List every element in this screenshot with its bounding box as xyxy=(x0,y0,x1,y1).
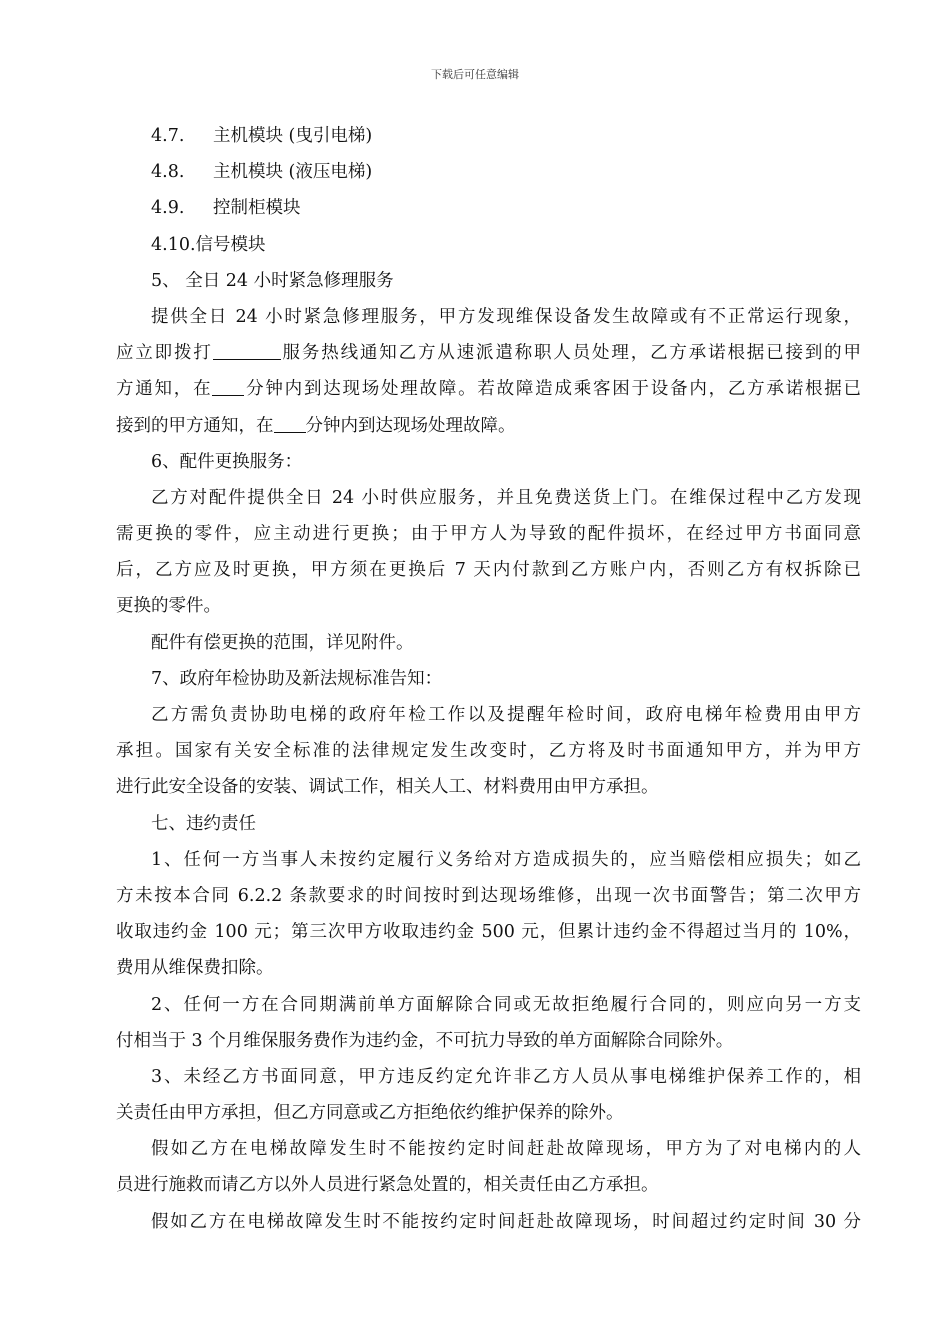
text-segment: 分钟内到达现场处理故障。 xyxy=(305,415,516,436)
list-item xyxy=(116,190,861,226)
section-heading: 7、政府年检协助及新法规标准告知： xyxy=(151,668,443,689)
paragraph-line: 2、任何一方在合同期满前单方面解除合同或无故拒绝履行合同的，则应向另一方支 xyxy=(151,994,861,1015)
paragraph-line: 配件有偿更换的范围，详见附件。 xyxy=(151,632,414,653)
paragraph-line xyxy=(116,408,861,444)
item-text: 控制柜模块 xyxy=(213,198,301,219)
paragraph-line: 员进行施救而请乙方以外人员进行紧急处置的，相关责任由乙方承担。 xyxy=(116,1175,659,1196)
section-heading: 5、 全日 24 小时紧急修理服务 xyxy=(151,270,394,291)
item-text: 主机模块 (液压电梯) xyxy=(213,162,373,183)
text-segment: 分钟内到达现场处理故障。若故障造成乘客困于设备内，乙方承诺根据已 xyxy=(244,379,862,400)
text-segment: 应立即拨打 xyxy=(116,343,213,364)
paragraph-line xyxy=(116,371,861,407)
fill-in-blank-minutes-trapped xyxy=(274,414,306,433)
paragraph-line: 承担。国家有关安全标准的法律规定发生改变时，乙方将及时书面通知甲方，并为甲方 xyxy=(116,741,861,762)
paragraph-line: 更换的零件。 xyxy=(116,596,221,617)
section-heading: 6、配件更换服务： xyxy=(151,451,303,472)
fill-in-blank-minutes xyxy=(212,377,244,396)
text-segment: 接到的甲方通知，在 xyxy=(116,415,274,436)
paragraph-line: 1、任何一方当事人未按约定履行义务给对方造成损失的，应当赔偿相应损失；如乙 xyxy=(151,849,861,870)
paragraph-line: 乙方对配件提供全日 24 小时供应服务，并且免费送货上门。在维保过程中乙方发现 xyxy=(151,487,861,508)
item-number: 4.7. xyxy=(151,126,185,146)
paragraph-line: 后，乙方应及时更换，甲方须在更换后 7 天内付款到乙方账户内，否则乙方有权拆除已 xyxy=(116,560,861,581)
fill-in-blank-hotline xyxy=(213,341,281,360)
paragraph-line: 乙方需负责协助电梯的政府年检工作以及提醒年检时间，政府电梯年检费用由甲方 xyxy=(151,705,861,725)
section-heading: 七、违约责任 xyxy=(151,813,256,834)
list-item xyxy=(116,118,861,154)
paragraph-line: 需更换的零件，应主动进行更换；由于甲方人为导致的配件损坏，在经过甲方书面同意 xyxy=(116,524,861,545)
text-segment: 方通知，在 xyxy=(116,379,213,400)
paragraph-line: 方未按本合同 6.2.2 条款要求的时间按时到达现场维修，出现一次书面警告；第二次甲方 xyxy=(116,885,861,906)
list-item: 4.10.信号模块 xyxy=(151,234,266,255)
paragraph-line: 进行此安全设备的安装、调试工作，相关人工、材料费用由甲方承担。 xyxy=(116,777,659,798)
paragraph-line: 假如乙方在电梯故障发生时不能按约定时间赶赴故障现场，甲方为了对电梯内的人 xyxy=(151,1139,861,1160)
paragraph-line: 提供全日 24 小时紧急修理服务，甲方发现维保设备发生故障或有不正常运行现象， xyxy=(151,306,861,327)
list-item xyxy=(116,154,861,190)
item-number: 4.9. xyxy=(151,198,185,219)
item-number: 4.8. xyxy=(151,162,185,183)
page-header: 下载后可任意编辑 xyxy=(431,68,519,81)
document-body xyxy=(116,118,861,1240)
paragraph-line xyxy=(116,335,861,371)
item-text: 主机模块 (曳引电梯) xyxy=(213,126,373,146)
paragraph-line: 关责任由甲方承担，但乙方同意或乙方拒绝依约维护保养的除外。 xyxy=(116,1103,624,1124)
paragraph-line: 3、未经乙方书面同意，甲方违反约定允许非乙方人员从事电梯维护保养工作的，相 xyxy=(151,1066,861,1087)
text-segment: 服务热线通知乙方从速派遣称职人员处理，乙方承诺根据已接到的甲 xyxy=(280,343,862,364)
paragraph-line: 费用从维保费扣除。 xyxy=(116,958,274,979)
paragraph-line: 付相当于 3 个月维保服务费作为违约金，不可抗力导致的单方面解除合同除外。 xyxy=(116,1030,734,1051)
paragraph-line: 假如乙方在电梯故障发生时不能按约定时间赶赴故障现场，时间超过约定时间 30 分 xyxy=(151,1211,861,1232)
paragraph-line: 收取违约金 100 元；第三次甲方收取违约金 500 元，但累计违约金不得超过当月的 10%， xyxy=(116,922,861,943)
